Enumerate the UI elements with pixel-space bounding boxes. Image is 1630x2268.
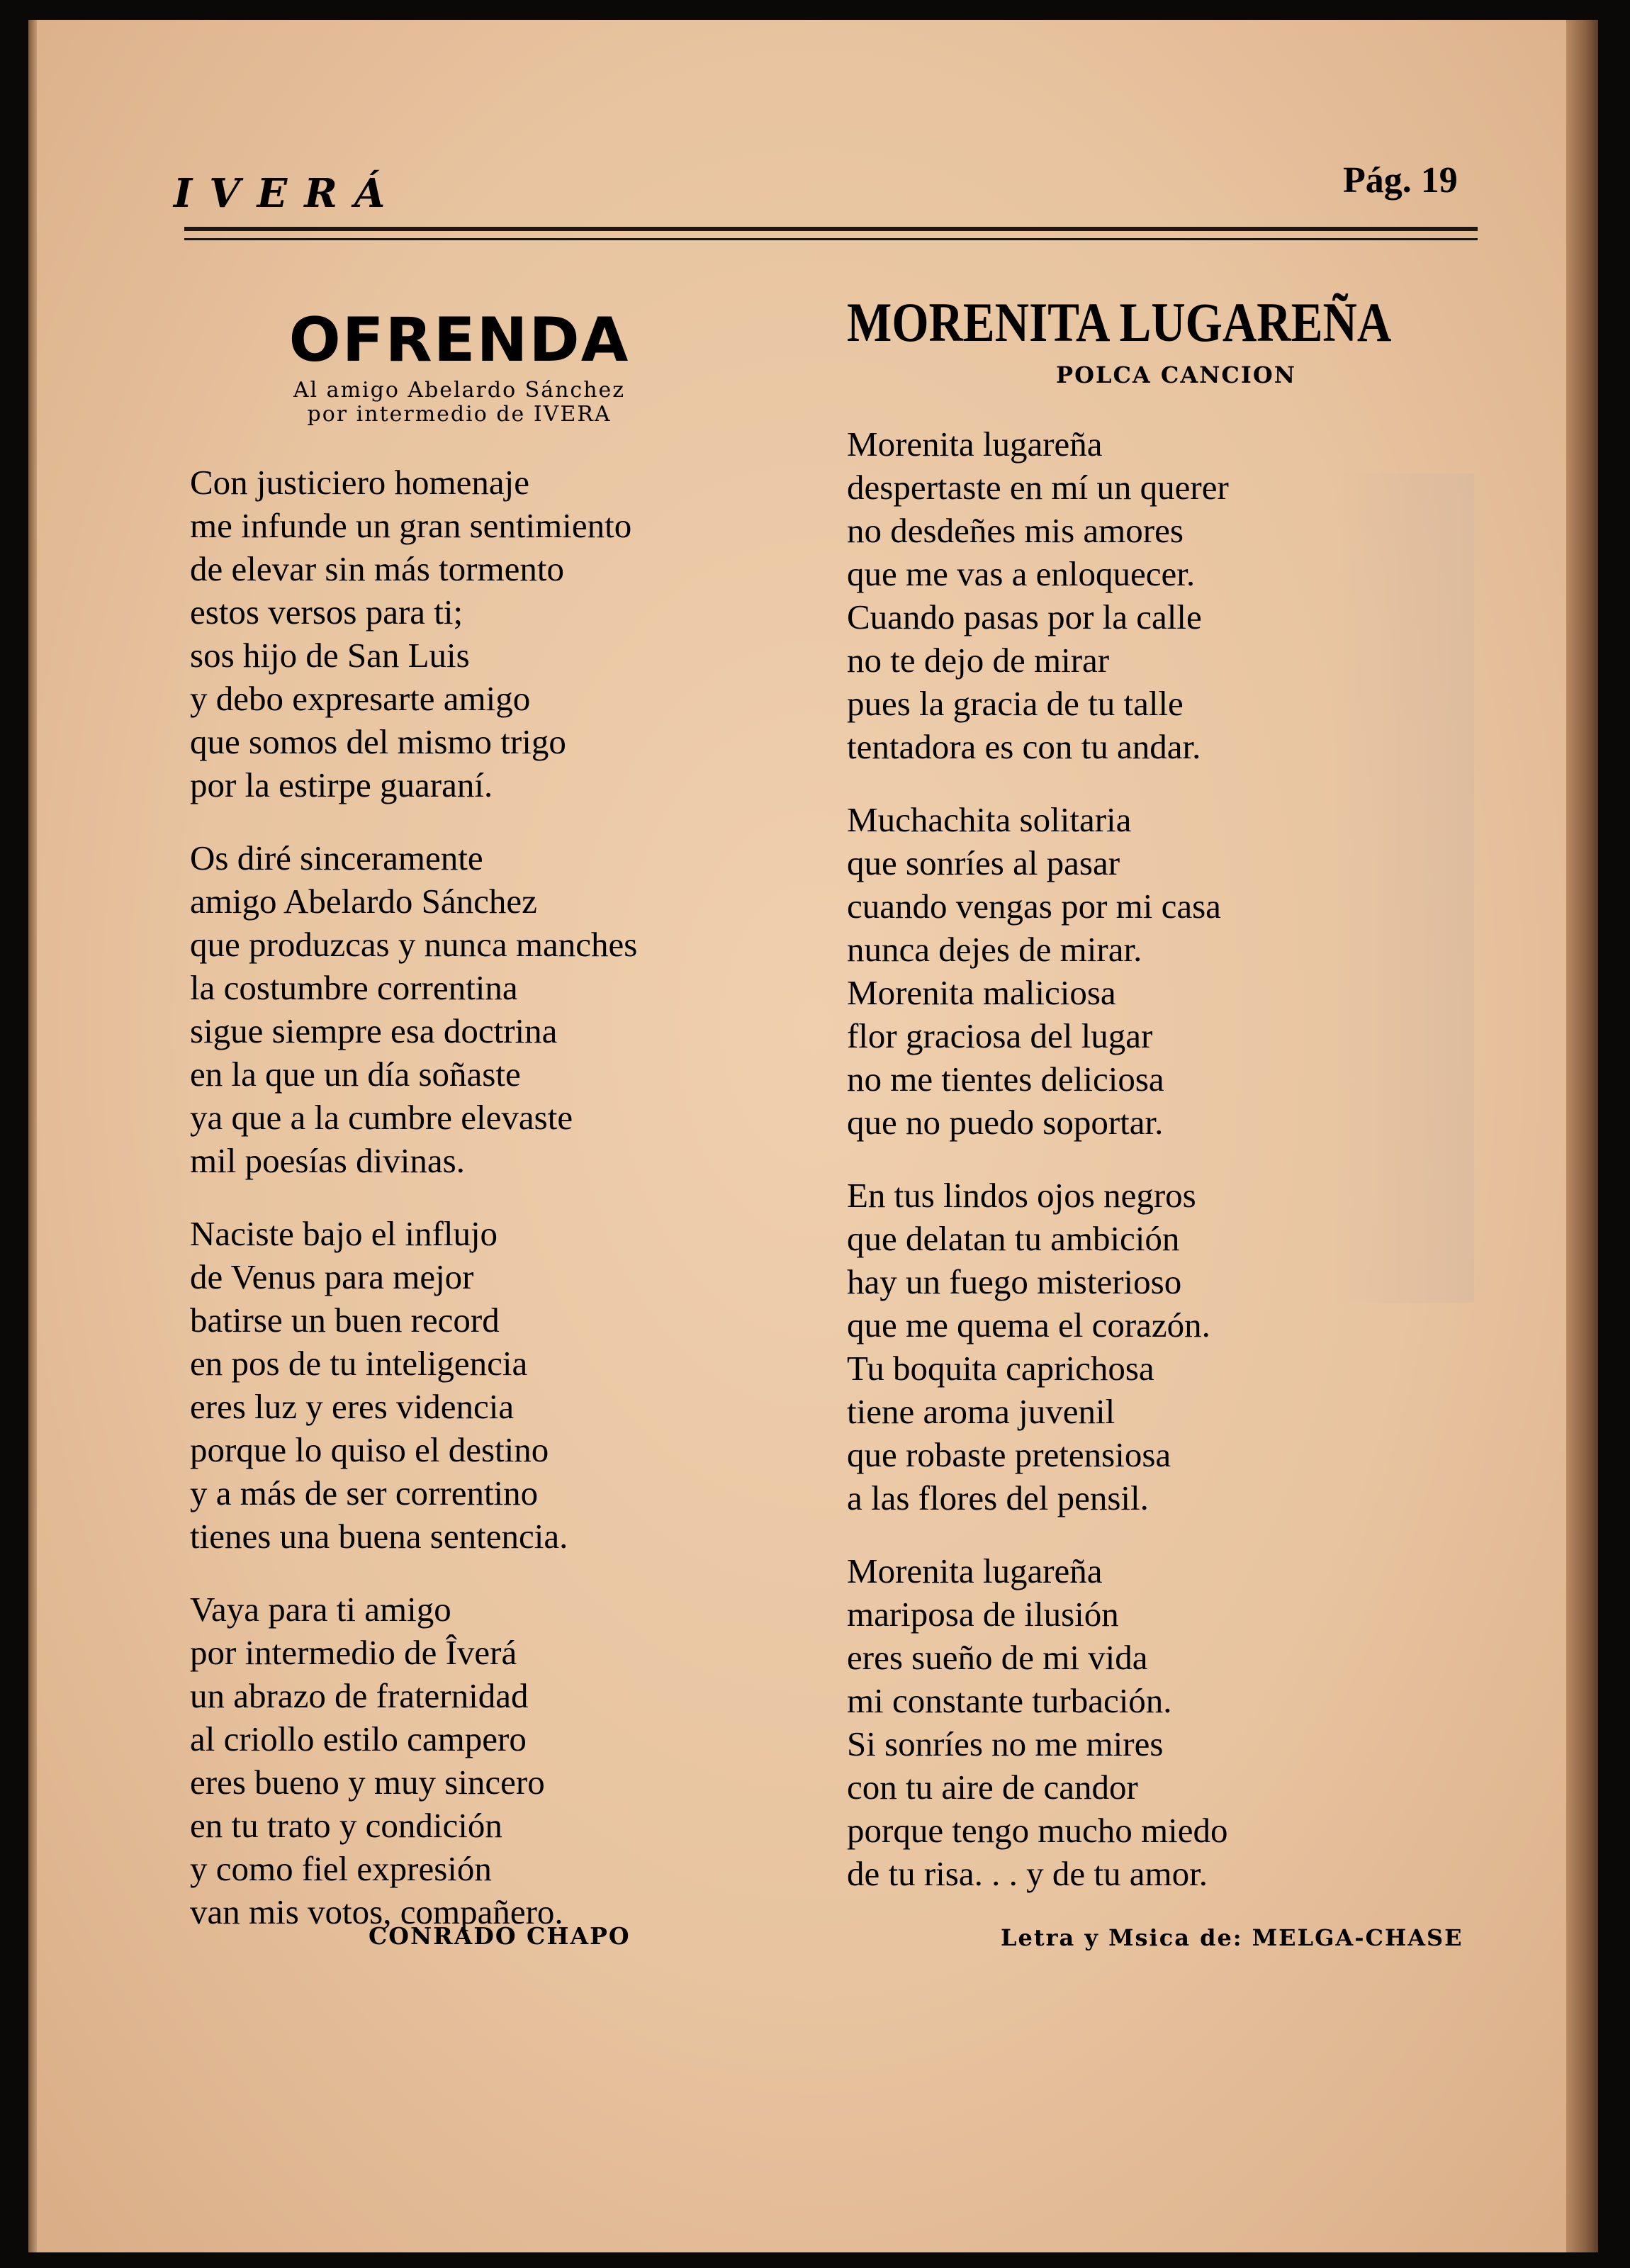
stanza [847,1549,1499,1895]
verse-line: Cuando pasas por la calle [847,597,1202,636]
header-rule-thin [184,238,1478,240]
verse-line: amigo Abelardo Sánchez [190,882,537,921]
verse-line: y debo expresarte amigo [190,679,531,718]
verse-line: de Venus para mejor [190,1257,474,1296]
dedication [190,378,729,427]
verse-line: Os diré sinceramente [190,838,483,877]
poem-subtitle: POLCA CANCION [1056,361,1296,388]
header-rule-thick [184,227,1478,231]
verse-line: que produzcas y nunca manches [190,925,638,964]
verse-line: por la estirpe guaraní. [190,765,493,804]
verse-line: y a más de ser correntino [190,1473,539,1512]
verse-line: estos versos para ti; [190,593,463,631]
verse-line: Si sonríes no me mires [847,1724,1164,1763]
verse-line: pues la gracia de tu talle [847,684,1184,723]
verse-line: batirse un buen record [190,1301,500,1340]
verse-line: mi constante turbación. [847,1681,1172,1720]
verse-line: flor graciosa del lugar [847,1016,1153,1055]
verse-line: tienes una buena sentencia. [190,1517,568,1556]
verse-line: me infunde un gran sentimiento [190,506,632,545]
verse-line: en tu trato y condición [190,1806,502,1845]
verse-line: Morenita lugareña [847,425,1103,464]
stanza [847,1174,1499,1520]
verse-line: que me vas a enloquecer. [847,554,1196,593]
verse-line: eres luz y eres videncia [190,1387,515,1426]
verse-line: Naciste bajo el influjo [190,1214,498,1253]
signature-conrado-chapo: CONRADO CHAPO [369,1922,631,1950]
stanza [847,798,1499,1144]
page-left-edge [28,20,37,2252]
stanza [190,836,863,1182]
verse-line: mariposa de ilusión [847,1595,1119,1634]
verse-line: mil poesías divinas. [190,1141,465,1180]
verse-line: Tu boquita caprichosa [847,1349,1154,1388]
verse-line: eres bueno y muy sincero [190,1763,545,1802]
journal-title: IVERÁ [174,170,403,217]
verse-line: y como fiel expresión [190,1849,492,1888]
verse-line: Morenita lugareña [847,1551,1103,1590]
verse-line: que no puedo soportar. [847,1103,1164,1142]
poem-title-morenita: MORENITA LUGAREÑA [847,291,1392,353]
verse-line: de elevar sin más tormento [190,549,564,588]
stanza [190,461,863,807]
verse-line: por intermedio de Îverá [190,1633,517,1672]
verse-line: tentadora es con tu andar. [847,727,1201,766]
verse-line: nunca dejes de mirar. [847,930,1142,969]
stanza [190,1588,863,1933]
verse-line: no te dejo de mirar [847,641,1110,680]
stanza [847,422,1499,768]
verse-line: la costumbre correntina [190,968,518,1007]
verse-line: al criollo estilo campero [190,1719,527,1758]
verse-line: no desdeñes mis amores [847,511,1184,550]
verse-line: que robaste pretensiosa [847,1435,1171,1474]
verse-line: despertaste en mí un querer [847,468,1229,507]
verse-line: ya que a la cumbre elevaste [190,1098,573,1137]
verse-line: que somos del mismo trigo [190,722,566,761]
verse-line: En tus lindos ojos negros [847,1176,1196,1215]
verse-line: tiene aroma juvenil [847,1392,1115,1431]
verse-line: porque lo quiso el destino [190,1430,549,1469]
stanza [190,1212,863,1558]
poem-morenita [847,291,1499,1925]
verse-line: que sonríes al pasar [847,843,1120,882]
verse-line: no me tientes deliciosa [847,1060,1164,1099]
verse-line: un abrazo de fraternidad [190,1676,529,1715]
poem-ofrenda [190,291,863,1963]
verse-line: hay un fuego misterioso [847,1262,1182,1301]
signature-melga-chase: Letra y Msica de: MELGA-CHASE [1001,1924,1463,1951]
verse-line: en la que un día soñaste [190,1055,521,1094]
verse-line: Morenita maliciosa [847,973,1116,1012]
verse-line: con tu aire de candor [847,1768,1138,1807]
verse-line: a las flores del pensil. [847,1478,1149,1517]
verse-line: cuando vengas por mi casa [847,887,1221,926]
verse-line: que me quema el corazón. [847,1306,1210,1344]
verse-line: sos hijo de San Luis [190,636,470,675]
dedication-line: Al amigo Abelardo Sánchez [293,378,626,403]
dedication-line: por intermedio de IVERA [307,402,612,427]
verse-line: eres sueño de mi vida [847,1638,1148,1677]
poem-title-ofrenda: OFRENDA [288,305,630,376]
verse-line: Vaya para ti amigo [190,1590,451,1629]
page-right-edge [1566,20,1598,2252]
verse-line: Con justiciero homenaje [190,463,529,502]
verse-line: van mis votos, compañero. [190,1892,563,1931]
verse-line: Muchachita solitaria [847,800,1132,839]
verse-line: porque tengo mucho miedo [847,1811,1228,1850]
verse-line: en pos de tu inteligencia [190,1344,528,1383]
stanzas-right [847,422,1499,1895]
verse-line: de tu risa. . . y de tu amor. [847,1854,1208,1893]
page-number: Pág. 19 [1343,160,1458,201]
stanzas-left [190,461,863,1933]
verse-line: que delatan tu ambición [847,1219,1180,1258]
verse-line: sigue siempre esa doctrina [190,1011,558,1050]
